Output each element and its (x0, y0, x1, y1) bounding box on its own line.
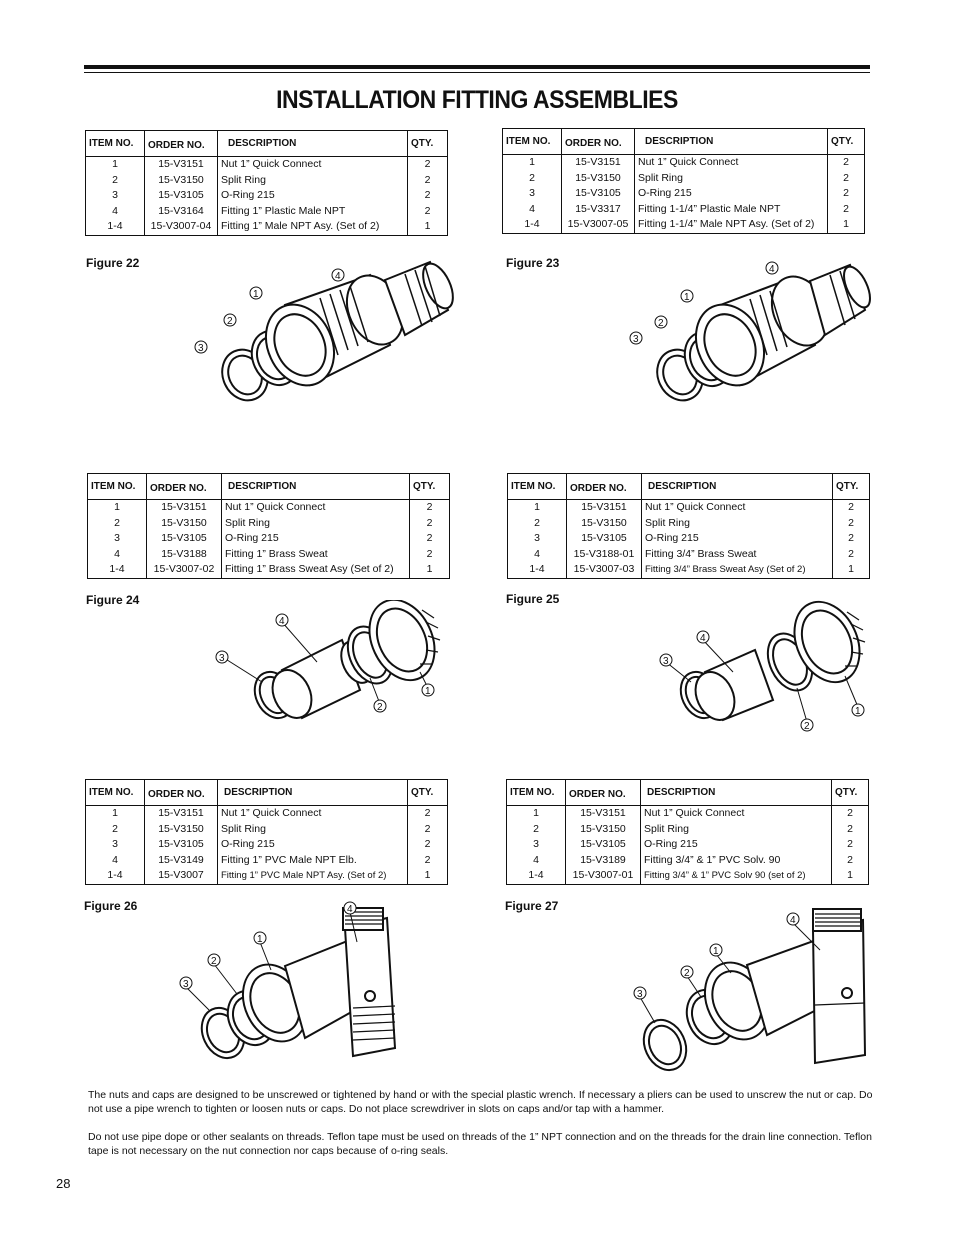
figure-25-drawing (655, 600, 870, 735)
col-order-header: ORDER NO. (566, 780, 641, 806)
table-row: 1-4 15-V3007-03 Fitting 3/4” Brass Sweat Asy (Set of 2) 1 (508, 562, 870, 578)
table-row: 3 15-V3105 O-Ring 215 2 (86, 837, 448, 853)
page-title: INSTALLATION FITTING ASSEMBLIES (276, 86, 678, 114)
callout-3: 3 (633, 334, 639, 345)
callout-3: 3 (637, 989, 643, 1000)
table-row: 1 15-V3151 Nut 1” Quick Connect 2 (86, 157, 448, 173)
col-desc-header: DESCRIPTION (635, 129, 828, 155)
table-row: 1 15-V3151 Nut 1” Quick Connect 2 (88, 500, 450, 516)
table-row: 3 15-V3105 O-Ring 215 2 (508, 531, 870, 547)
col-item-header: ITEM NO. (507, 780, 566, 806)
table-row: 3 15-V3105 O-Ring 215 2 (503, 186, 865, 202)
table-row: 1-4 15-V3007-05 Fitting 1-1/4” Male NPT Asy. (Set of 2) 1 (503, 217, 865, 233)
callout-2: 2 (684, 968, 690, 979)
callout-3: 3 (219, 653, 225, 664)
table-row: 1 15-V3151 Nut 1” Quick Connect 2 (507, 806, 869, 822)
table-row: 4 15-V3164 Fitting 1” Plastic Male NPT 2 (86, 204, 448, 220)
figure-23-drawing (625, 255, 875, 405)
callout-3: 3 (198, 343, 204, 354)
table-row: 3 15-V3105 O-Ring 215 2 (88, 531, 450, 547)
col-order-header: ORDER NO. (562, 129, 635, 155)
table-row: 4 15-V3149 Fitting 1” PVC Male NPT Elb. 2 (86, 853, 448, 869)
table-row: 1 15-V3151 Nut 1” Quick Connect 2 (503, 155, 865, 171)
parts-table-figure-25 (507, 473, 870, 579)
figure-22-label: Figure 22 (86, 256, 140, 270)
callout-2: 2 (211, 956, 217, 967)
figure-26-label: Figure 26 (84, 899, 138, 913)
figure-25-label: Figure 25 (506, 592, 560, 606)
table-row: 4 15-V3188 Fitting 1” Brass Sweat 2 (88, 547, 450, 563)
col-item-header: ITEM NO. (86, 131, 145, 157)
callout-2: 2 (377, 702, 383, 713)
table-row: 1-4 15-V3007-01 Fitting 3/4” & 1” PVC Solv 90 (set of 2) 1 (507, 868, 869, 884)
col-qty-header: QTY. (833, 474, 870, 500)
figure-26-drawing (175, 898, 405, 1068)
callout-4: 4 (769, 264, 775, 275)
table-row: 1-4 15-V3007-04 Fitting 1” Male NPT Asy. (Set of 2) 1 (86, 219, 448, 235)
callout-3: 3 (663, 656, 669, 667)
table-row: 1-4 15-V3007 Fitting 1” PVC Male NPT Asy. (Set of 2) 1 (86, 868, 448, 884)
callout-4: 4 (279, 616, 285, 627)
parts-table-figure-24 (87, 473, 450, 579)
table-row: 2 15-V3150 Split Ring 2 (503, 171, 865, 187)
col-item-header: ITEM NO. (503, 129, 562, 155)
header-rule-thick (84, 65, 870, 69)
col-order-header: ORDER NO. (147, 474, 222, 500)
col-qty-header: QTY. (410, 474, 450, 500)
callout-2: 2 (804, 721, 810, 732)
note-paragraph: The nuts and caps are designed to be unscrewed or tightened by hand or with the special plastic wrench. If necessary a pliers can be used to unscrew the nut or cap. Do not use a pipe wrench to tighten or loosen nuts or caps. Do not place screwdriver in slots on caps and/or tap with a hammer. (88, 1089, 873, 1115)
col-item-header: ITEM NO. (508, 474, 567, 500)
col-order-header: ORDER NO. (567, 474, 642, 500)
note-paragraph: Do not use pipe dope or other sealants on threads. Teflon tape must be used on threads of the 1” NPT connection and on the threads for the drain line connection. Teflon tape is not necessary on the nut connection nor caps because of o-ring seals. (88, 1131, 872, 1157)
table-row: 1-4 15-V3007-02 Fitting 1” Brass Sweat Asy (Set of 2) 1 (88, 562, 450, 578)
callout-1: 1 (713, 946, 719, 957)
table-row: 4 15-V3189 Fitting 3/4” & 1” PVC Solv. 90 2 (507, 853, 869, 869)
col-desc-header: DESCRIPTION (641, 780, 832, 806)
parts-table-figure-26 (85, 779, 448, 885)
parts-table-figure-23 (502, 128, 865, 234)
callout-2: 2 (227, 316, 233, 327)
col-order-header: ORDER NO. (145, 780, 218, 806)
col-desc-header: DESCRIPTION (218, 131, 408, 157)
figure-24-drawing (212, 600, 452, 730)
col-qty-header: QTY. (408, 131, 448, 157)
table-row: 3 15-V3105 O-Ring 215 2 (507, 837, 869, 853)
page-number: 28 (56, 1176, 71, 1191)
parts-table-figure-22 (85, 130, 448, 236)
parts-table-figure-27 (506, 779, 869, 885)
table-row: 4 15-V3317 Fitting 1-1/4” Plastic Male NPT 2 (503, 202, 865, 218)
table-row: 4 15-V3188-01 Fitting 3/4” Brass Sweat 2 (508, 547, 870, 563)
callout-2: 2 (658, 318, 664, 329)
col-qty-header: QTY. (408, 780, 448, 806)
table-row: 2 15-V3150 Split Ring 2 (86, 822, 448, 838)
col-desc-header: DESCRIPTION (218, 780, 408, 806)
callout-3: 3 (183, 979, 189, 990)
callout-1: 1 (253, 289, 259, 300)
callout-4: 4 (347, 904, 353, 915)
figure-22-drawing (190, 250, 460, 410)
col-qty-header: QTY. (832, 780, 869, 806)
table-row: 2 15-V3150 Split Ring 2 (507, 822, 869, 838)
callout-1: 1 (425, 686, 431, 697)
callout-1: 1 (684, 292, 690, 303)
table-row: 2 15-V3150 Split Ring 2 (86, 173, 448, 189)
col-item-header: ITEM NO. (86, 780, 145, 806)
col-item-header: ITEM NO. (88, 474, 147, 500)
table-row: 3 15-V3105 O-Ring 215 2 (86, 188, 448, 204)
callout-4: 4 (700, 633, 706, 644)
callout-1: 1 (257, 934, 263, 945)
header-rule-thin (84, 72, 870, 73)
col-qty-header: QTY. (828, 129, 865, 155)
figure-24-label: Figure 24 (86, 593, 140, 607)
col-desc-header: DESCRIPTION (222, 474, 410, 500)
col-desc-header: DESCRIPTION (642, 474, 833, 500)
callout-4: 4 (335, 271, 341, 282)
callout-1: 1 (855, 706, 861, 717)
table-row: 2 15-V3150 Split Ring 2 (88, 516, 450, 532)
callout-4: 4 (790, 915, 796, 926)
table-row: 1 15-V3151 Nut 1” Quick Connect 2 (508, 500, 870, 516)
figure-27-drawing (625, 905, 870, 1075)
table-row: 1 15-V3151 Nut 1” Quick Connect 2 (86, 806, 448, 822)
figure-23-label: Figure 23 (506, 256, 560, 270)
table-row: 2 15-V3150 Split Ring 2 (508, 516, 870, 532)
figure-27-label: Figure 27 (505, 899, 559, 913)
col-order-header: ORDER NO. (145, 131, 218, 157)
installation-notes (88, 1088, 878, 1172)
